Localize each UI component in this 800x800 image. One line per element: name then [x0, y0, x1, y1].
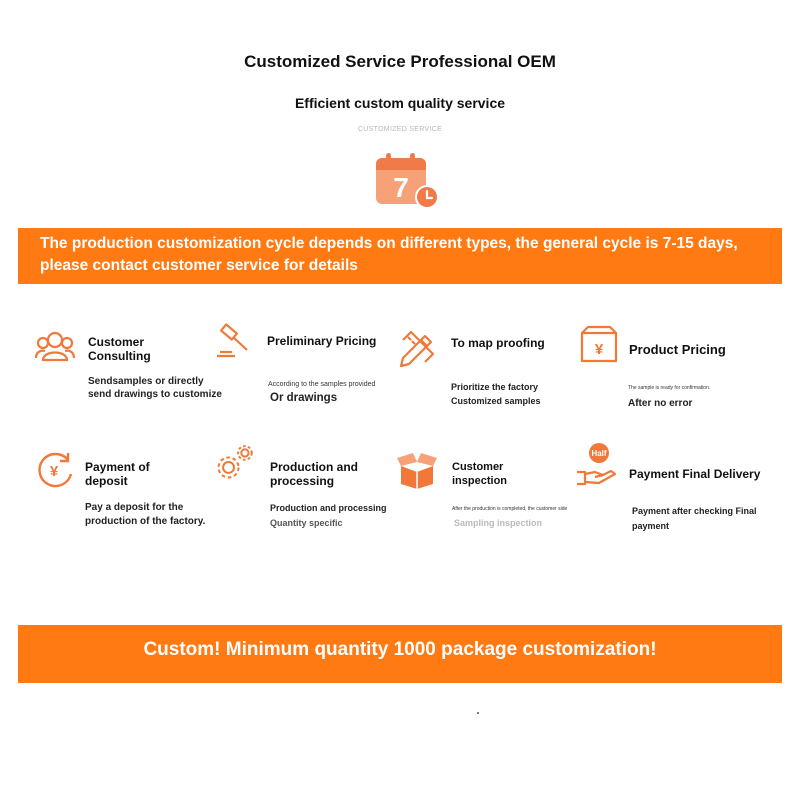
- production-cycle-banner: [18, 228, 782, 284]
- open-box-icon: [396, 450, 438, 490]
- step-customer-inspection-desc: Sampling inspection: [454, 518, 543, 528]
- step-preliminary-pricing-note: According to the samples provided: [268, 381, 376, 388]
- step-map-proofing-desc: Prioritize the factory Customized samples: [451, 382, 541, 406]
- gears-icon: [213, 442, 255, 482]
- section-tag: CUSTOMIZED SERVICE: [357, 126, 443, 133]
- calendar-number: 7: [393, 172, 409, 203]
- yen-cycle-icon: [34, 450, 76, 490]
- people-icon: [34, 328, 76, 368]
- half-badge: Half: [591, 449, 607, 458]
- step-payment-final-desc: Payment after checking Final payment: [632, 506, 757, 531]
- svg-text:¥: ¥: [594, 341, 604, 358]
- pencil-ruler-icon: [397, 328, 439, 368]
- gavel-icon: [213, 320, 255, 360]
- step-production-processing-overlap: Quantity specific: [270, 518, 343, 528]
- hand-coin-icon: [575, 442, 617, 488]
- page-subtitle: Efficient custom quality service: [294, 95, 506, 111]
- svg-text:¥: ¥: [49, 463, 59, 480]
- calendar-icon: [372, 152, 444, 212]
- step-payment-final-title: Payment Final Delivery: [629, 467, 761, 481]
- step-product-pricing-note: The sample is ready for confirmation.: [628, 385, 711, 391]
- step-preliminary-pricing-desc: Or drawings: [270, 392, 338, 404]
- step-payment-deposit-title: Payment of deposit: [85, 460, 150, 488]
- step-customer-consulting-title: Customer Consulting: [88, 335, 151, 363]
- step-payment-deposit-desc: Pay a deposit for the production of the factory.: [85, 502, 206, 527]
- minimum-quantity-banner: [18, 625, 782, 683]
- step-map-proofing-title: To map proofing: [451, 336, 545, 350]
- production-cycle-text: The production customization cycle depends on different types, the general cycle is 7-15 days, please contact customer service for details: [40, 235, 738, 274]
- step-preliminary-pricing-title: Preliminary Pricing: [267, 334, 377, 348]
- minimum-quantity-text: Custom! Minimum quantity 1000 package customization!: [143, 639, 657, 660]
- page-title: Customized Service Professional OEM: [244, 52, 556, 71]
- yen-box-icon: [578, 325, 620, 365]
- step-customer-inspection-note: After the production is completed, the customer side: [452, 506, 568, 512]
- step-production-processing-desc: Production and processing: [270, 503, 387, 513]
- step-customer-consulting-desc: Sendsamples or directly send drawings to customize: [88, 376, 222, 400]
- step-customer-inspection-title: Customer inspection: [452, 461, 508, 487]
- stray-dot: [477, 712, 479, 714]
- step-product-pricing-desc: After no error: [628, 398, 693, 409]
- step-product-pricing-title: Product Pricing: [629, 342, 726, 357]
- step-production-processing-title: Production and processing: [270, 460, 358, 488]
